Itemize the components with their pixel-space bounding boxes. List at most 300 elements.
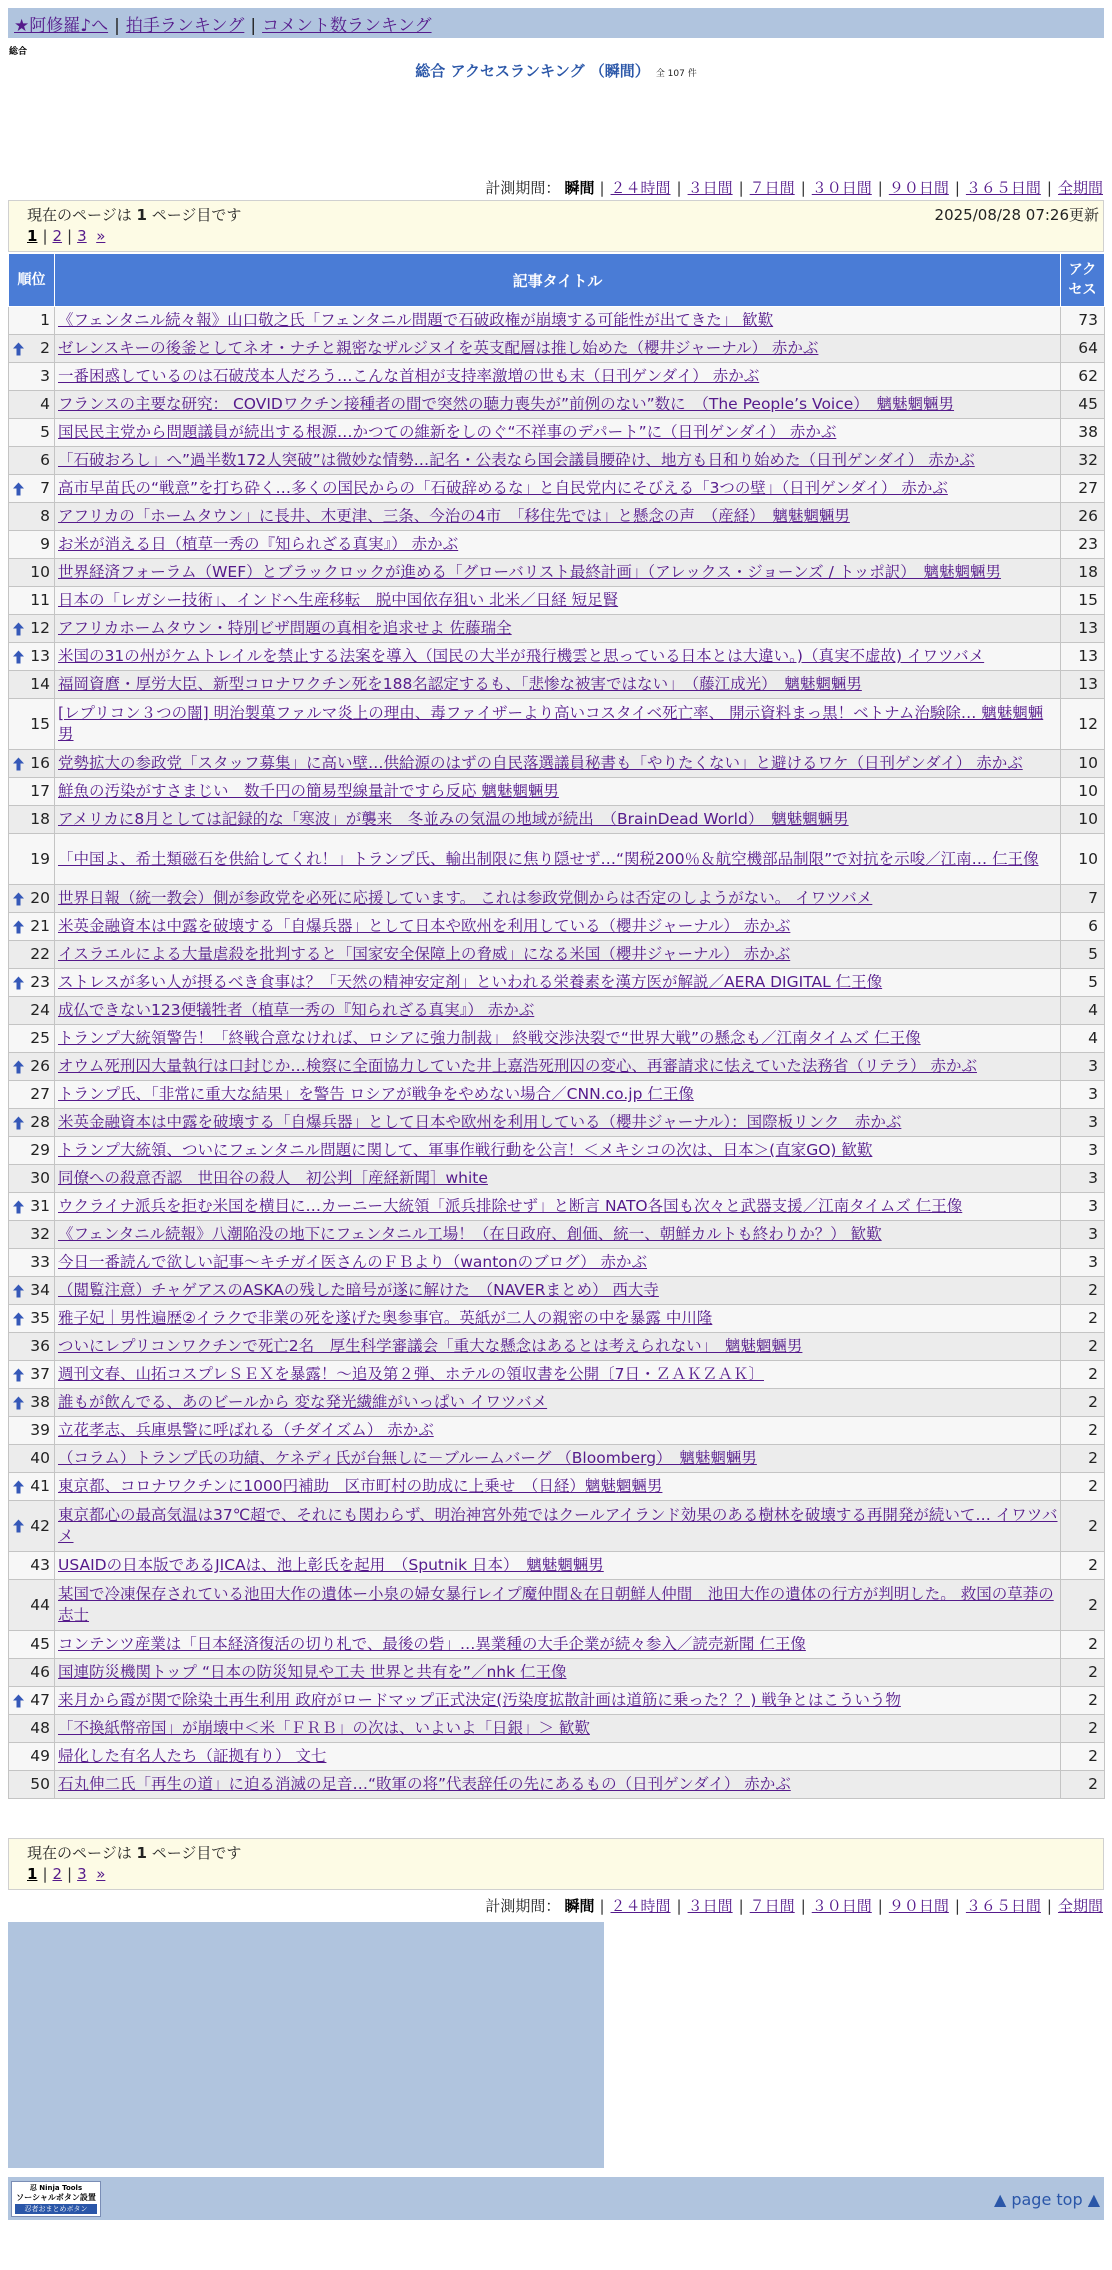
table-row — [9, 475, 1105, 503]
rank-number: 21 — [30, 917, 50, 935]
rank-cell — [9, 335, 55, 363]
article-link[interactable]: 「不換紙幣帝国」が崩壊中＜米「ＦＲＢ」の次は、いよいよ「日銀」＞ 歓歎 — [58, 1719, 590, 1737]
rank-cell — [9, 806, 55, 834]
rank-up-arrow-icon — [13, 1396, 24, 1409]
period-link-3d[interactable]: ３日間 — [687, 179, 733, 197]
table-row — [9, 1743, 1105, 1771]
rank-cell — [9, 969, 55, 997]
title-cell — [55, 1109, 1061, 1137]
access-count: 2 — [1061, 1445, 1105, 1473]
access-count: 3 — [1061, 1165, 1105, 1193]
article-link[interactable]: 米国の31の州がケムトレイルを禁止する法案を導入（国民の大半が飛行機雲と思っている日本とは大違い。)（真実不虚故) イワツバメ — [58, 647, 985, 665]
page-current: 1 — [27, 1865, 38, 1883]
article-link[interactable]: 国民民主党から問題議員が続出する根源…かつての維新をしのぐ“不祥事のデパート”に（日刊ゲンダイ） 赤かぶ — [58, 423, 837, 441]
period-link-all[interactable]: 全期間 — [1057, 1897, 1103, 1915]
rank-up-arrow-icon — [13, 1368, 24, 1381]
table-header-row — [9, 254, 1105, 307]
rank-number: 7 — [40, 479, 50, 497]
total-count: 全 107 件 — [655, 69, 697, 79]
rank-number: 17 — [30, 782, 50, 800]
period-current: 瞬間 — [564, 179, 595, 197]
rank-number: 6 — [40, 451, 50, 469]
rank-up-arrow-icon — [13, 342, 24, 355]
period-link-30d[interactable]: ３０日間 — [811, 1897, 872, 1915]
article-link[interactable]: トランプ大統領、ついにフェンタニル問題に関して、軍事作戦行動を公言！＜メキシコの次は、日本＞(直家GO) 歓歎 — [58, 1141, 873, 1159]
access-count: 26 — [1061, 503, 1105, 531]
access-count: 2 — [1061, 1771, 1105, 1799]
table-row — [9, 1715, 1105, 1743]
article-link[interactable]: アフリカの「ホームタウン」に長井、木更津、三条、今治の4市 「移住先では」と懸念の声 （産経） 魑魅魍魎男 — [58, 507, 850, 525]
title-cell — [55, 559, 1061, 587]
access-count: 13 — [1061, 615, 1105, 643]
period-link-24h[interactable]: ２４時間 — [610, 1897, 671, 1915]
access-count: 2 — [1061, 1277, 1105, 1305]
access-count: 2 — [1061, 1389, 1105, 1417]
article-link[interactable]: ついにレプリコンワクチンで死亡2名 厚生科学審議会「重大な懸念はあるとは考えられない」 魑魅魍魎男 — [58, 1337, 803, 1355]
rank-number: 40 — [30, 1449, 50, 1467]
article-link[interactable]: [レプリコン３つの闇] 明治製菓ファルマ炎上の理由、毒ファイザーより高いコスタイベ死亡率、 開示資料まっ黒！ベトナム治験除… 魑魅魍魎男 — [58, 704, 1044, 743]
access-count: 2 — [1061, 1687, 1105, 1715]
title-cell — [55, 531, 1061, 559]
table-row — [9, 1501, 1105, 1552]
article-link[interactable]: 国連防災機関トップ “日本の防災知見や工夫 世界と共有を”／nhk 仁王像 — [58, 1663, 567, 1681]
rank-cell — [9, 1333, 55, 1361]
table-row — [9, 1659, 1105, 1687]
title-cell — [55, 307, 1061, 335]
title-cell — [55, 1053, 1061, 1081]
rank-cell — [9, 307, 55, 335]
title-cell — [55, 1417, 1061, 1445]
article-link[interactable]: 東京都心の最高気温は37℃超で、それにも関わらず、明治神宮外苑ではクールアイランド効果のある樹林を破壊する再開発が続いて… イワツバメ — [58, 1506, 1058, 1545]
article-link[interactable]: 《フェンタニル続報》八潮陥没の地下にフェンタニル工場！（在日政府、創価、統一、朝鮮カルトも終わりか？） 歓歎 — [58, 1225, 882, 1243]
title-cell — [55, 391, 1061, 419]
page-link-2[interactable]: 2 — [52, 227, 63, 245]
period-link-365d[interactable]: ３６５日間 — [965, 179, 1041, 197]
article-link[interactable]: コンテンツ産業は「日本経済復活の切り札で、最後の砦」…異業種の大手企業が続々参入／読売新聞 仁王像 — [58, 1635, 806, 1653]
rank-number: 9 — [40, 535, 50, 553]
article-link[interactable]: 一番困惑しているのは石破茂本人だろう…こんな首相が支持率激増の世も末（日刊ゲンダイ） 赤かぶ — [58, 367, 760, 385]
title-cell — [55, 1025, 1061, 1053]
access-count: 2 — [1061, 1580, 1105, 1631]
title-cell — [55, 1715, 1061, 1743]
rank-cell — [9, 419, 55, 447]
access-count: 3 — [1061, 1193, 1105, 1221]
article-link[interactable]: 米英金融資本は中露を破壊する「自爆兵器」として日本や欧州を利用している（櫻井ジャーナル） 赤かぶ — [58, 917, 791, 935]
period-link-7d[interactable]: ７日間 — [749, 1897, 795, 1915]
rank-up-arrow-icon — [13, 622, 24, 635]
rank-cell — [9, 615, 55, 643]
rank-cell — [9, 1081, 55, 1109]
article-link[interactable]: 帰化した有名人たち（証拠有り） 文七 — [58, 1747, 327, 1765]
page-title — [0, 60, 1112, 81]
rank-number: 45 — [30, 1635, 50, 1653]
article-link[interactable]: 《フェンタニル続々報》山口敬之氏「フェンタニル問題で石破政権が崩壊する可能性が出てきた」 歓歎 — [58, 311, 774, 329]
title-cell — [55, 1631, 1061, 1659]
rank-cell — [9, 1277, 55, 1305]
article-link[interactable]: フランスの主要な研究： COVIDワクチン接種者の間で突然の聴力喪失が”前例のない”数に （The People’s Voice） 魑魅魍魎男 — [58, 395, 955, 413]
rank-number: 34 — [30, 1281, 50, 1299]
page-link-2[interactable]: 2 — [52, 1865, 63, 1883]
table-row — [9, 1580, 1105, 1631]
rank-cell — [9, 1389, 55, 1417]
ranking-table — [8, 253, 1105, 1799]
access-count: 3 — [1061, 1221, 1105, 1249]
ranking-body — [9, 307, 1105, 1799]
category-label: 総合 — [9, 47, 28, 57]
article-link[interactable]: オウム死刑囚大量執行は口封じか…検察に全面協力していた井上嘉浩死刑囚の変心、再審請求に怯えていた法務省（リテラ） 赤かぶ — [58, 1057, 977, 1075]
access-count: 4 — [1061, 1025, 1105, 1053]
rank-cell — [9, 1552, 55, 1580]
article-link[interactable]: 今日一番読んで欲しい記事〜キチガイ医さんのＦＢより（wantonのブログ） 赤かぶ — [58, 1253, 648, 1271]
title-cell — [55, 806, 1061, 834]
rank-up-arrow-icon — [13, 1480, 24, 1493]
rank-number: 32 — [30, 1225, 50, 1243]
page-links: 1 | 2 | 3 » — [27, 227, 106, 245]
access-count: 3 — [1061, 1109, 1105, 1137]
article-link[interactable]: 「中国よ、希土類磁石を供給してくれ！」トランプ氏、輸出制限に焦り隠せず…“関税200％＆航空機部品制限”で対抗を示唆／江南… 仁王像 — [58, 849, 1039, 868]
rank-number: 13 — [30, 647, 50, 665]
title-cell — [55, 587, 1061, 615]
access-count: 2 — [1061, 1417, 1105, 1445]
period-label: 計測期間： — [485, 1897, 561, 1915]
rank-number: 28 — [30, 1113, 50, 1131]
header-title: 記事タイトル — [55, 254, 1061, 307]
access-count: 2 — [1061, 1631, 1105, 1659]
period-link-30d[interactable]: ３０日間 — [811, 179, 872, 197]
table-row — [9, 1389, 1105, 1417]
article-link[interactable]: 東京都、コロナワクチンに1000円補助 区市町村の助成に上乗せ （日経）魑魅魍魎男 — [58, 1477, 663, 1495]
current-page-text: 現在のページは 1 ページ目です — [27, 1844, 242, 1862]
article-link[interactable]: 日本の「レガシー技術」、インドへ生産移転 脱中国依存狙い 北米／日経 短足賢 — [58, 591, 619, 609]
title-cell — [55, 699, 1061, 750]
table-row — [9, 885, 1105, 913]
rank-cell — [9, 1221, 55, 1249]
rank-up-arrow-icon — [13, 1200, 24, 1213]
article-link[interactable]: イスラエルによる大量虐殺を批判すると「国家安全保障上の脅威」になる米国（櫻井ジャーナル） 赤かぶ — [58, 945, 791, 963]
title-cell — [55, 447, 1061, 475]
table-row — [9, 806, 1105, 834]
table-row — [9, 1417, 1105, 1445]
table-row — [9, 1473, 1105, 1501]
article-link[interactable]: 雅子妃｜男性遍歴②イラクで非業の死を遂げた奥参事官。英紙が二人の親密の中を暴露 中川隆 — [58, 1309, 713, 1327]
table-row — [9, 531, 1105, 559]
title-cell — [55, 335, 1061, 363]
rank-number: 30 — [30, 1169, 50, 1187]
top-nav-bar — [8, 8, 1104, 38]
access-count: 23 — [1061, 531, 1105, 559]
rank-cell — [9, 1137, 55, 1165]
rank-number: 42 — [30, 1516, 50, 1535]
article-link[interactable]: 鮮魚の汚染がすさまじい 数千円の簡易型線量計ですら反応 魑魅魍魎男 — [58, 782, 559, 800]
rank-up-arrow-icon — [13, 1116, 24, 1129]
rank-number: 35 — [30, 1309, 50, 1327]
rank-number: 19 — [30, 849, 50, 868]
rank-number: 49 — [30, 1747, 50, 1765]
article-link[interactable]: ストレスが多い人が摂るべき食事は？「天然の精神安定剤」といわれる栄養素を漢方医が解説／AERA DIGITAL 仁王像 — [58, 973, 883, 991]
page-link-next[interactable]: » — [96, 227, 106, 245]
article-link[interactable]: ウクライナ派兵を拒む米国を横目に…カーニー大統領「派兵排除せず」と断言 NATO各国も次々と武器支援／江南タイムズ 仁王像 — [58, 1197, 963, 1215]
rank-up-arrow-icon — [13, 1060, 24, 1073]
rank-number: 1 — [40, 311, 50, 329]
access-count: 15 — [1061, 587, 1105, 615]
rank-cell — [9, 671, 55, 699]
access-count: 13 — [1061, 643, 1105, 671]
access-count: 2 — [1061, 1743, 1105, 1771]
title-cell — [55, 1580, 1061, 1631]
rank-cell — [9, 643, 55, 671]
title-cell — [55, 885, 1061, 913]
title-cell — [55, 834, 1061, 885]
period-link-all[interactable]: 全期間 — [1057, 179, 1103, 197]
access-count: 5 — [1061, 969, 1105, 997]
home-link[interactable]: ★阿修羅♪へ — [14, 16, 109, 36]
article-link[interactable]: ゼレンスキーの後釜としてネオ・ナチと親密なザルジヌイを英支配層は推し始めた（櫻井ジャーナル） 赤かぶ — [58, 339, 819, 357]
rank-cell — [9, 913, 55, 941]
access-count: 10 — [1061, 806, 1105, 834]
title-cell — [55, 1361, 1061, 1389]
footer-bar — [8, 2177, 1104, 2220]
access-count: 2 — [1061, 1333, 1105, 1361]
period-link-3d[interactable]: ３日間 — [687, 1897, 733, 1915]
rank-cell — [9, 1631, 55, 1659]
article-link[interactable]: 米英金融資本は中露を破壊する「自爆兵器」として日本や欧州を利用している（櫻井ジャーナル）：国際板リンク 赤かぶ — [58, 1113, 902, 1131]
article-link[interactable]: 石丸伸二氏「再生の道」に迫る消滅の足音…“敗軍の将”代表辞任の先にあるもの（日刊ゲンダイ） 赤かぶ — [58, 1775, 791, 1793]
pager-bottom — [8, 1838, 1104, 1890]
rank-number: 37 — [30, 1365, 50, 1383]
access-count: 27 — [1061, 475, 1105, 503]
article-link[interactable]: USAIDの日本版であるJICAは、池上彰氏を起用 （Sputnik 日本） 魑魅魍魎男 — [58, 1556, 604, 1574]
rank-number: 46 — [30, 1663, 50, 1681]
article-link[interactable]: （閲覧注意）チャゲアスのASKAの残した暗号が遂に解けた （NAVERまとめ） 西大寺 — [58, 1281, 659, 1299]
rank-number: 31 — [30, 1197, 50, 1215]
page-current: 1 — [27, 227, 38, 245]
rank-number: 33 — [30, 1253, 50, 1271]
rank-number: 43 — [30, 1556, 50, 1574]
title-cell — [55, 1333, 1061, 1361]
access-count: 2 — [1061, 1361, 1105, 1389]
period-selector-top: 計測期間： 瞬間 | ２４時間 | ３日間 | ７日間 | ３０日間 | ９０日間 | ３６５日間 | 全期間 — [485, 179, 1103, 197]
article-link[interactable]: 福岡資麿・厚労大臣、新型コロナワクチン死を188名認定するも、「悲惨な被害ではない」 （藤江成光） 魑魅魍魎男 — [58, 675, 862, 693]
table-row — [9, 1552, 1105, 1580]
article-link[interactable]: （コラム）トランプ氏の功績、ケネディ氏が台無しに－ブルームバーグ （Bloomberg） 魑魅魍魎男 — [58, 1449, 757, 1467]
nav-link-clap-ranking[interactable]: 拍手ランキング — [125, 16, 245, 36]
article-link[interactable]: アフリカホームタウン・特別ビザ問題の真相を追求せよ 佐藤瑞全 — [58, 619, 512, 637]
title-cell — [55, 969, 1061, 997]
table-row — [9, 1193, 1105, 1221]
table-row — [9, 1137, 1105, 1165]
period-link-7d[interactable]: ７日間 — [749, 179, 795, 197]
article-link[interactable]: アメリカに8月としては記録的な「寒波」が襲来 冬並みの気温の地域が続出 （BrainDead World） 魑魅魍魎男 — [58, 810, 849, 828]
article-link[interactable]: 世界経済フォーラム（WEF）とブラックロックが進める「グローバリスト最終計画」（アレックス・ジョーンズ / トッポ訳） 魑魅魍魎男 — [58, 563, 1002, 581]
table-row — [9, 997, 1105, 1025]
table-row — [9, 1081, 1105, 1109]
table-row — [9, 699, 1105, 750]
period-label: 計測期間： — [485, 179, 561, 197]
nav-link-comment-ranking[interactable]: コメント数ランキング — [262, 16, 432, 36]
access-count: 10 — [1061, 778, 1105, 806]
page-links: 1 | 2 | 3 » — [27, 1865, 106, 1883]
access-count: 4 — [1061, 997, 1105, 1025]
period-link-90d[interactable]: ９０日間 — [888, 1897, 949, 1915]
rank-up-arrow-icon — [13, 482, 24, 495]
rank-number: 22 — [30, 945, 50, 963]
table-row — [9, 1025, 1105, 1053]
period-link-90d[interactable]: ９０日間 — [888, 179, 949, 197]
access-count: 10 — [1061, 750, 1105, 778]
header-access: アクセス — [1061, 254, 1105, 307]
table-row — [9, 1771, 1105, 1799]
access-count: 2 — [1061, 1501, 1105, 1552]
table-row — [9, 1165, 1105, 1193]
access-count: 12 — [1061, 699, 1105, 750]
rank-number: 27 — [30, 1085, 50, 1103]
access-count: 3 — [1061, 1137, 1105, 1165]
article-link[interactable]: 誰もが飲んでる、あのビールから 変な発光繊維がいっぱい イワツバメ — [58, 1393, 548, 1411]
table-row — [9, 447, 1105, 475]
article-link[interactable]: 来月から霞が関で除染土再生利用 政府がロードマップ正式決定(汚染度拡散計画は道筋に乗った？？) 戦争とはこういう物 — [58, 1691, 901, 1709]
title-cell — [55, 1249, 1061, 1277]
page-link-3[interactable]: 3 — [77, 227, 87, 245]
table-row — [9, 1333, 1105, 1361]
rank-cell — [9, 997, 55, 1025]
page-top-link[interactable]: ▲ page top ▲ — [993, 2190, 1100, 2209]
title-cell — [55, 1687, 1061, 1715]
rank-number: 10 — [30, 563, 50, 581]
ninja-line3: 忍者おまとめボタン — [15, 2204, 97, 2214]
article-link[interactable]: 同僚への殺意否認 世田谷の殺人 初公判［産経新聞］white — [58, 1169, 488, 1187]
rank-cell — [9, 1445, 55, 1473]
title-cell — [55, 643, 1061, 671]
rank-number: 36 — [30, 1337, 50, 1355]
rank-cell — [9, 1743, 55, 1771]
rank-cell — [9, 503, 55, 531]
table-row — [9, 1221, 1105, 1249]
article-link[interactable]: 成仏できない123便犠牲者（植草一秀の『知られざる真実』） 赤かぶ — [58, 1001, 535, 1019]
rank-cell — [9, 699, 55, 750]
title-cell — [55, 1221, 1061, 1249]
rank-number: 14 — [30, 675, 50, 693]
table-row — [9, 391, 1105, 419]
table-row — [9, 1109, 1105, 1137]
article-link[interactable]: トランプ大統領警告！「終戦合意なければ、ロシアに強力制裁」 終戦交渉決裂で“世界大戦”の懸念も／江南タイムズ 仁王像 — [58, 1029, 921, 1047]
table-row — [9, 1631, 1105, 1659]
title-cell — [55, 1659, 1061, 1687]
period-link-24h[interactable]: ２４時間 — [610, 179, 671, 197]
table-row — [9, 307, 1105, 335]
article-link[interactable]: 「石破おろし」へ”過半数172人突破”は微妙な情勢…記名・公表なら国会議員腰砕け、地方も日和り始めた（日刊ゲンダイ） 赤かぶ — [58, 451, 975, 469]
title-cell — [55, 941, 1061, 969]
access-count: 6 — [1061, 913, 1105, 941]
access-count: 2 — [1061, 1715, 1105, 1743]
rank-cell — [9, 1771, 55, 1799]
rank-cell — [9, 1305, 55, 1333]
access-count: 45 — [1061, 391, 1105, 419]
access-count: 73 — [1061, 307, 1105, 335]
rank-number: 26 — [30, 1057, 50, 1075]
article-link[interactable]: 高市早苗氏の“戦意”を打ち砕く…多くの国民からの「石破辞めるな」と自民党内にそびえる「3つの壁」（日刊ゲンダイ） 赤かぶ — [58, 479, 948, 497]
rank-cell — [9, 1193, 55, 1221]
access-count: 2 — [1061, 1305, 1105, 1333]
page-link-3[interactable]: 3 — [77, 1865, 87, 1883]
rank-cell — [9, 447, 55, 475]
title-cell — [55, 503, 1061, 531]
rank-up-arrow-icon — [13, 650, 24, 663]
rank-cell — [9, 391, 55, 419]
rank-cell — [9, 363, 55, 391]
access-count: 7 — [1061, 885, 1105, 913]
rank-number: 20 — [30, 889, 50, 907]
rank-cell — [9, 1109, 55, 1137]
access-count: 62 — [1061, 363, 1105, 391]
page-link-next[interactable]: » — [96, 1865, 106, 1883]
article-link[interactable]: 某国で冷凍保存されている池田大作の遺体ー小泉の婦女暴行レイプ魔仲間＆在日朝鮮人仲間 池田大作の遺体の行方が判明した。 救国の草莽の志士 — [58, 1585, 1054, 1624]
rank-number: 24 — [30, 1001, 50, 1019]
article-link[interactable]: トランプ氏、「非常に重大な結果」を警告 ロシアが戦争をやめない場合／CNN.co.jp 仁王像 — [58, 1085, 694, 1103]
rank-cell — [9, 1361, 55, 1389]
rank-cell — [9, 1249, 55, 1277]
ninja-line2: ソーシャルボタン設置 — [16, 2193, 96, 2202]
access-count: 3 — [1061, 1249, 1105, 1277]
rank-number: 25 — [30, 1029, 50, 1047]
rank-cell — [9, 1659, 55, 1687]
rank-up-arrow-icon — [13, 757, 24, 770]
ninja-social-button[interactable] — [11, 2181, 101, 2217]
access-count: 32 — [1061, 447, 1105, 475]
table-row — [9, 587, 1105, 615]
access-count: 3 — [1061, 1053, 1105, 1081]
access-count: 5 — [1061, 941, 1105, 969]
rank-up-arrow-icon — [13, 1284, 24, 1297]
period-current: 瞬間 — [564, 1897, 595, 1915]
access-count: 3 — [1061, 1081, 1105, 1109]
title-cell — [55, 750, 1061, 778]
rank-cell — [9, 834, 55, 885]
access-count: 10 — [1061, 834, 1105, 885]
title-cell — [55, 1137, 1061, 1165]
period-link-365d[interactable]: ３６５日間 — [965, 1897, 1041, 1915]
article-link[interactable]: 世界日報（統一教会）側が参政党を必死に応援しています。 これは参政党側からは否定のしようがない。 イワツバメ — [58, 889, 873, 907]
rank-number: 5 — [40, 423, 50, 441]
table-row — [9, 419, 1105, 447]
rank-number: 2 — [40, 339, 50, 357]
updated-timestamp: 2025/08/28 07:26更新 — [934, 206, 1099, 224]
title-cell — [55, 1501, 1061, 1552]
rank-number: 11 — [30, 591, 50, 609]
rank-cell — [9, 750, 55, 778]
article-link[interactable]: 週刊文春、山拓コスプレＳＥＸを暴露！〜追及第２弾、ホテルの領収書を公開〔7日・ＺＡＫＺＡＫ〕 — [58, 1365, 764, 1383]
table-row — [9, 559, 1105, 587]
table-row — [9, 1053, 1105, 1081]
article-link[interactable]: お米が消える日（植草一秀の『知られざる真実』） 赤かぶ — [58, 535, 459, 553]
article-link[interactable]: 党勢拡大の参政党「スタッフ募集」に高い壁…供給源のはずの自民落選議員秘書も「やりたくない」と避けるワケ（日刊ゲンダイ） 赤かぶ — [58, 754, 1023, 772]
table-row — [9, 615, 1105, 643]
table-row — [9, 363, 1105, 391]
table-row — [9, 1445, 1105, 1473]
table-row — [9, 750, 1105, 778]
table-row — [9, 778, 1105, 806]
article-link[interactable]: 立花孝志、兵庫県警に呼ばれる（チダイズム） 赤かぶ — [58, 1421, 434, 1439]
table-row — [9, 503, 1105, 531]
rank-cell — [9, 1715, 55, 1743]
title-cell — [55, 1277, 1061, 1305]
table-row — [9, 671, 1105, 699]
rank-cell — [9, 885, 55, 913]
rank-cell — [9, 475, 55, 503]
table-row — [9, 643, 1105, 671]
rank-number: 48 — [30, 1719, 50, 1737]
rank-number: 41 — [30, 1477, 50, 1495]
period-selector-bottom: 計測期間： 瞬間 | ２４時間 | ３日間 | ７日間 | ３０日間 | ９０日間 | ３６５日間 | 全期間 — [485, 1897, 1103, 1915]
